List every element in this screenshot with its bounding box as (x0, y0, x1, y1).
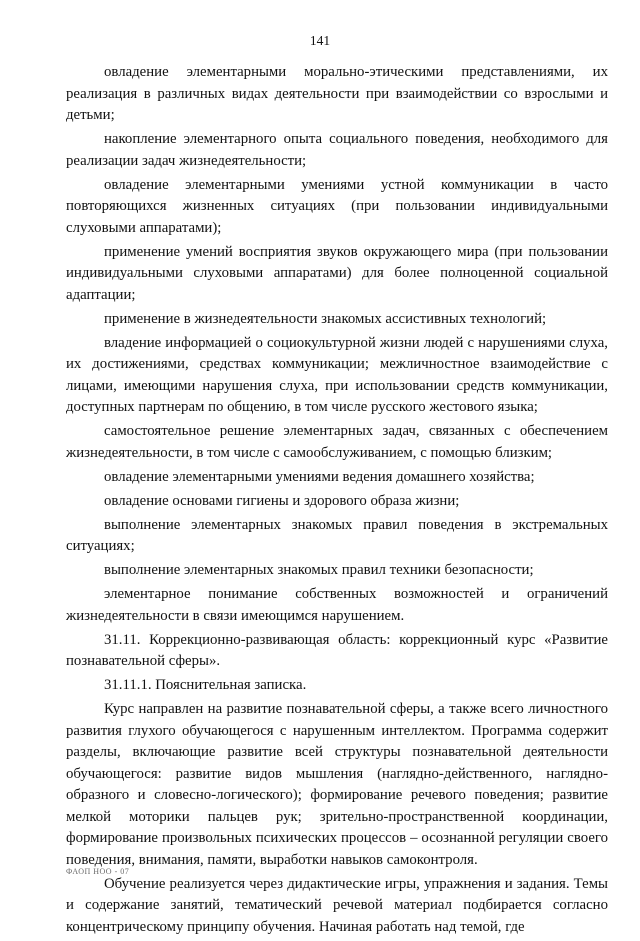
section-heading: 31.11. Коррекционно-развивающая область: коррекционный курс «Развитие познавательной сферы». (66, 631, 608, 669)
page-number: 141 (309, 33, 331, 48)
paragraph: самостоятельное решение элементарных задач, связанных с обеспечением жизнедеятельности, в том числе с самообслуживанием, с помощью близким; (66, 423, 608, 461)
paragraph: накопление элементарного опыта социального поведения, необходимого для реализации задач жизнедеятельности; (66, 131, 608, 169)
paragraph: овладение основами гигиены и здорового образа жизни; (104, 492, 460, 509)
paragraph: Обучение реализуется через дидактические игры, упражнения и задания. Темы и содержание занятий, тематический речевой материал подбирается согласно концентрическому принципу обучения. Начиная работать над темой, где (66, 875, 608, 935)
page-footer: ФАОП НОО - 07 (66, 867, 130, 876)
paragraph: овладение элементарными умениями устной коммуникации в часто повторяющихся жизненных ситуациях (при пользовании индивидуальными слуховыми аппаратами); (66, 176, 608, 236)
subsection-heading: 31.11.1. Пояснительная записка. (104, 677, 307, 693)
document-body (66, 62, 608, 941)
paragraph: применение в жизнедеятельности знакомых ассистивных технологий; (104, 310, 547, 327)
paragraph: владение информацией о социокультурной жизни людей с нарушениями слуха, их достижениями, средствах коммуникации; межличностное взаимодействие с лицами, имеющими нарушения слуха, при использовании средств коммуникации, доступных партнерам по общению, в том числе русского жестового языка; (66, 334, 608, 415)
paragraph: выполнение элементарных знакомых правил техники безопасности; (104, 562, 534, 578)
paragraph: элементарное понимание собственных возможностей и ограничений жизнедеятельности в связи имеющимся нарушением. (66, 586, 608, 624)
paragraph: овладение элементарными умениями ведения домашнего хозяйства; (104, 468, 535, 485)
paragraph: применение умений восприятия звуков окружающего мира (при пользовании индивидуальными слуховыми аппаратами) для более полноценной социальной адаптации; (66, 243, 608, 303)
paragraph: Курс направлен на развитие познавательной сферы, а также всего личностного развития глухого обучающегося с нарушенным интеллектом. Программа содержит разделы, включающие развитие всей структуры познавательной деятельности обучающегося: развитие видов мышления (наглядно-действенного, наглядно-образного и словесно-логического); формирование речевого поведения; развитие мелкой моторики пальцев рук; зрительно-пространственной координации, формирование произвольных психических процессов – осознанной регуляции своего поведения, внимания, памяти, выработки навыков самоконтроля. (66, 701, 608, 868)
paragraph: овладение элементарными морально-этическими представлениями, их реализация в различных видах деятельности при взаимодействии со взрослыми и детьми; (66, 64, 608, 123)
paragraph: выполнение элементарных знакомых правил поведения в экстремальных ситуациях; (66, 516, 608, 554)
